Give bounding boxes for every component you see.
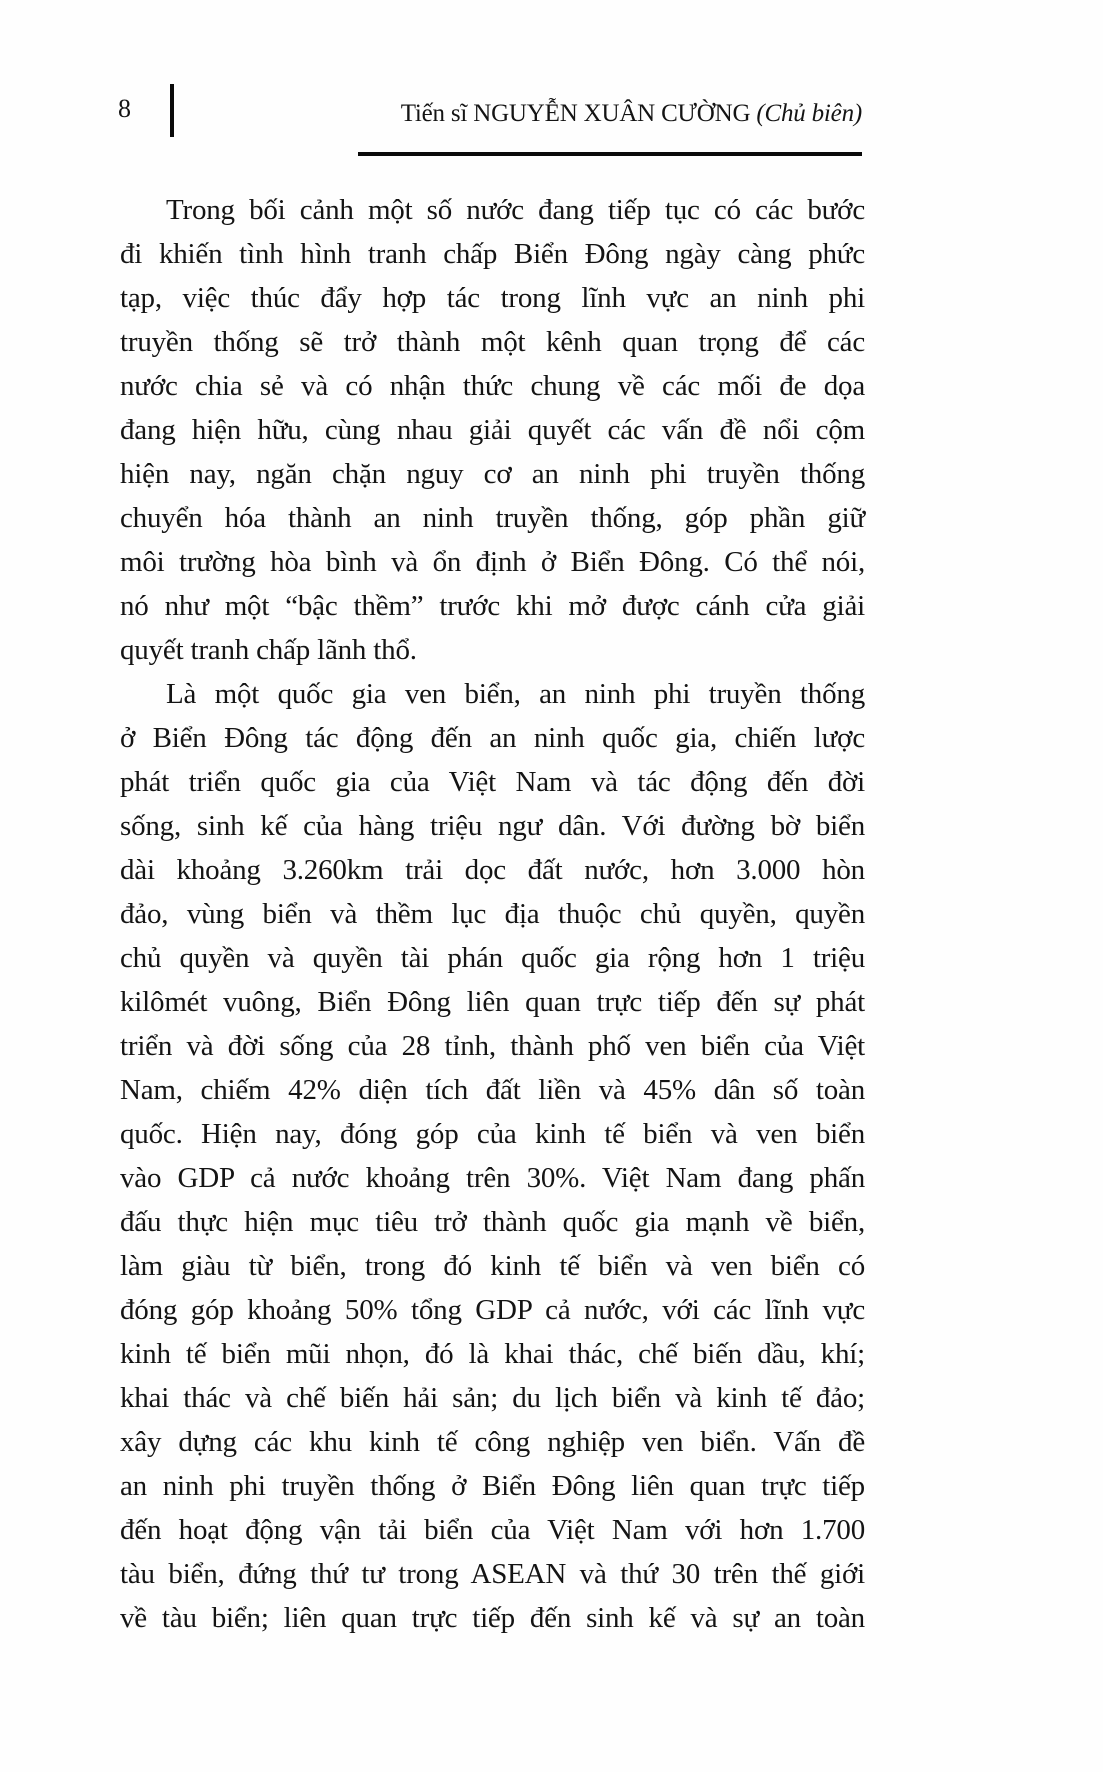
text-line: làm giàu từ biển, trong đó kinh tế biển và ven biển có: [120, 1250, 865, 1282]
text-line: đóng góp khoảng 50% tổng GDP cả nước, với các lĩnh vực: [120, 1294, 865, 1326]
header-rule: [358, 152, 862, 156]
header-author-name: Tiến sĩ NGUYỄN XUÂN CƯỜNG: [400, 100, 757, 127]
text-line: đang hiện hữu, cùng nhau giải quyết các vấn đề nổi cộm: [120, 414, 865, 446]
text-line: đảo, vùng biển và thềm lục địa thuộc chủ quyền, quyền: [120, 898, 865, 930]
text-line: hiện nay, ngăn chặn nguy cơ an ninh phi truyền thống: [120, 458, 865, 490]
text-line: kilômét vuông, Biển Đông liên quan trực tiếp đến sự phát: [120, 986, 865, 1018]
text-line: nó như một “bậc thềm” trước khi mở được cánh cửa giải: [120, 590, 865, 622]
text-line: tàu biển, đứng thứ tư trong ASEAN và thứ 30 trên thế giới: [120, 1558, 865, 1590]
text-line: triển và đời sống của 28 tỉnh, thành phố ven biển của Việt: [120, 1030, 865, 1062]
text-line: đến hoạt động vận tải biển của Việt Nam với hơn 1.700: [120, 1514, 865, 1546]
header-editor-role: (Chủ biên): [756, 100, 862, 127]
page-body: [120, 188, 865, 1640]
text-line: nước chia sẻ và có nhận thức chung về các mối đe dọa: [120, 370, 865, 402]
page-number: 8: [118, 94, 131, 123]
text-line: Nam, chiếm 42% diện tích đất liền và 45% dân số toàn: [120, 1074, 865, 1106]
text-line: an ninh phi truyền thống ở Biển Đông liên quan trực tiếp: [120, 1470, 865, 1502]
header-divider-bar: [170, 84, 174, 137]
text-line: sống, sinh kế của hàng triệu ngư dân. Với đường bờ biển: [120, 810, 865, 842]
text-line: ở Biển Đông tác động đến an ninh quốc gia, chiến lược: [120, 722, 865, 754]
text-line: đấu thực hiện mục tiêu trở thành quốc gia mạnh về biển,: [120, 1206, 865, 1238]
text-line: quốc. Hiện nay, đóng góp của kinh tế biển và ven biển: [120, 1118, 865, 1150]
text-line: Là một quốc gia ven biển, an ninh phi truyền thống: [166, 678, 865, 710]
text-line: xây dựng các khu kinh tế công nghiệp ven biển. Vấn đề: [120, 1426, 865, 1458]
text-line: Trong bối cảnh một số nước đang tiếp tục có các bước: [166, 194, 865, 226]
text-line: dài khoảng 3.260km trải dọc đất nước, hơn 3.000 hòn: [120, 854, 865, 886]
text-line: về tàu biển; liên quan trực tiếp đến sinh kế và sự an toàn: [120, 1602, 865, 1634]
text-line: chủ quyền và quyền tài phán quốc gia rộng hơn 1 triệu: [120, 942, 865, 974]
text-line: quyết tranh chấp lãnh thổ.: [120, 634, 417, 666]
text-line: truyền thống sẽ trở thành một kênh quan trọng để các: [120, 326, 865, 358]
text-line: kinh tế biển mũi nhọn, đó là khai thác, chế biến dầu, khí;: [120, 1338, 865, 1370]
text-line: đi khiến tình hình tranh chấp Biển Đông ngày càng phức: [120, 238, 865, 270]
text-line: phát triển quốc gia của Việt Nam và tác động đến đời: [120, 766, 865, 798]
text-line: môi trường hòa bình và ổn định ở Biển Đông. Có thể nói,: [120, 546, 865, 578]
running-header-title: [401, 101, 862, 126]
text-line: tạp, việc thúc đẩy hợp tác trong lĩnh vực an ninh phi: [120, 282, 865, 314]
text-line: vào GDP cả nước khoảng trên 30%. Việt Nam đang phấn: [120, 1162, 865, 1194]
text-line: chuyển hóa thành an ninh truyền thống, góp phần giữ: [120, 502, 865, 534]
text-line: khai thác và chế biến hải sản; du lịch biển và kinh tế đảo;: [120, 1382, 865, 1414]
